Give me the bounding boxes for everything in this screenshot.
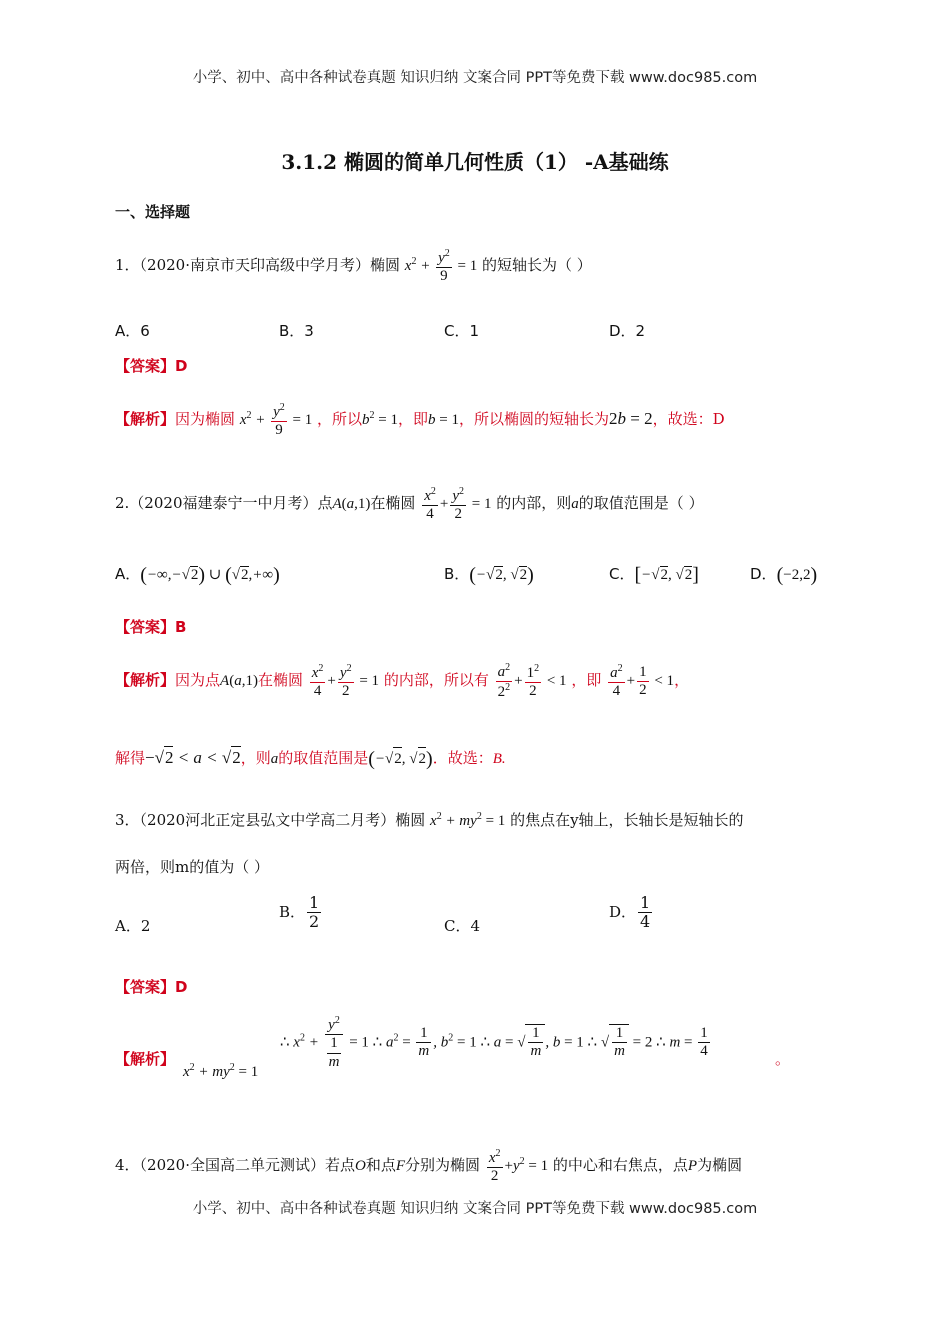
- q2-line2-text-4: ．故选：: [432, 749, 493, 767]
- formula-2b: 2b = 2: [609, 409, 653, 429]
- q1-analysis-text-3: ，即: [398, 410, 429, 429]
- formula-q3-derivation: ∴ $x^2$ + $\frac{y^2}{\frac{1}{m}}$ = 1 ∴ $a^2$ = $\frac{1}{m}$ , $b^2 = 1$ ∴ a = √ $\frac{1}{m}$ , b = 1 ∴ √ $\frac{1}{m}$ = 2 ∴ m = $\frac{1}{4}$: [280, 1015, 708, 1070]
- q4-mid: 和点: [365, 1156, 396, 1175]
- q1-analysis-text-4: ，所以椭圆的短轴长为: [459, 410, 610, 429]
- question-3-stem: [115, 806, 744, 832]
- formula-b: b = 1: [428, 412, 459, 429]
- q3-option-b-label: B．: [279, 902, 306, 921]
- q3-stem-line2: 两倍，则m的值为（ ）: [115, 858, 269, 876]
- q1-analysis: [115, 402, 725, 440]
- section-heading: 一、选择题: [115, 203, 191, 221]
- formula-q2-ellipse: $\frac{x^2}{4}$ + $\frac{y^2}{2}$ = 1: [311, 663, 380, 700]
- var-F: F: [395, 1158, 406, 1175]
- q2-option-b: B．(−√2, √2): [444, 564, 534, 586]
- var-P: P: [687, 1158, 698, 1175]
- q2-answer: 【答案】B: [115, 618, 187, 636]
- q1-analysis-text-1: 因为椭圆: [175, 410, 236, 429]
- formula-ellipse-q4: $\frac{x^2}{2}$ $+y^2 = 1$: [488, 1148, 549, 1185]
- q2-analysis: [115, 662, 689, 702]
- q2-analysis-line2: [115, 746, 506, 770]
- q2-line2-text-2: ，则: [240, 749, 271, 767]
- q3-option-a: A．2: [115, 917, 151, 935]
- q2-option-b-label: B．: [444, 565, 470, 583]
- q1-analysis-label: 【解析】: [115, 410, 176, 429]
- q4-prefix: 4．（2020·全国高二单元测试）若点: [115, 1156, 355, 1175]
- q1-analysis-text-5: ，故选：D: [652, 410, 725, 429]
- question-1-prefix: 1．（2020·南京市天印高级中学月考）椭圆: [115, 256, 400, 275]
- q3-suffix: 的焦点在y轴上，长轴长是短轴长的: [510, 811, 744, 829]
- q3-answer: 【答案】D: [115, 978, 188, 996]
- question-2-stem: [115, 486, 704, 524]
- page-title: 3.1.2 椭圆的简单几何性质（1） -A基础练: [281, 150, 669, 174]
- q3-option-b: B． $\frac{1}{2}$: [279, 893, 320, 932]
- q3-analysis-end: 。: [775, 1050, 791, 1068]
- q1-option-c: C．1: [444, 322, 480, 340]
- formula-b2: $b^2 = 1$: [362, 410, 399, 429]
- formula-point-a-2: A(a,1): [220, 673, 258, 690]
- q1-option-d: D．2: [609, 322, 646, 340]
- var-a-2: a: [270, 751, 279, 767]
- formula-ineq-1: $\frac{a^2}{2^2}$ + $\frac{1^2}{2}$ < 1: [497, 662, 567, 701]
- q1-option-b: B．3: [279, 322, 314, 340]
- var-a: a: [571, 496, 579, 513]
- q2-analysis-text-1: 因为点: [175, 671, 221, 690]
- q2-line2-answer: B.: [492, 751, 506, 767]
- formula-interval: (−√2, √2): [368, 748, 433, 770]
- q2-option-a-label: A．: [115, 565, 141, 583]
- q3-option-c: C．4: [444, 917, 481, 935]
- var-O: O: [355, 1158, 366, 1175]
- q2-option-d-label: D．: [750, 565, 777, 583]
- formula-point-a: A(a,1): [332, 496, 371, 513]
- formula-ineq-2: $\frac{a^2}{4}$ + $\frac{1}{2}$ < 1: [610, 663, 675, 700]
- q2-option-c: C．[−√2, √2]: [609, 564, 699, 586]
- page-footer: 小学、初中、高中各种试卷真题 知识归纳 文案合同 PPT等免费下载 www.doc985.com: [192, 1201, 758, 1217]
- q1-answer: 【答案】D: [115, 357, 188, 375]
- q2-line2-text-1: 解得: [115, 749, 146, 767]
- question-4-stem: [115, 1148, 742, 1186]
- q3-analysis-label: 【解析】: [115, 1050, 176, 1068]
- q3-option-d-label: D．: [609, 902, 637, 921]
- formula-range: −√2 < a < √2: [145, 748, 241, 767]
- q2-option-a: A．(−∞,−√2) ∪ (√2,+∞): [115, 564, 280, 586]
- q2-option-d: D．(−2,2): [750, 564, 818, 586]
- q2-analysis-text-5: ，: [674, 671, 690, 690]
- formula-ellipse-q1: $x^2$ + $\frac{y^2}{9}$ = 1: [404, 248, 478, 285]
- q2-option-c-label: C．: [609, 565, 635, 583]
- q3-option-d: D． $\frac{1}{4}$: [609, 893, 651, 932]
- q4-suffix: 的中心和右焦点，点: [552, 1156, 688, 1175]
- page-header: 小学、初中、高中各种试卷真题 知识归纳 文案合同 PPT等免费下载 www.doc985.com: [192, 70, 758, 86]
- q2-line2-text-3: 的取值范围是: [278, 749, 369, 767]
- q3-prefix: 3．（2020河北正定县弘文中学高二月考）椭圆: [115, 811, 426, 829]
- formula-ellipse-q2: $\frac{x^2}{4}$ + $\frac{y^2}{2}$ = 1: [424, 486, 492, 523]
- q2-analysis-label: 【解析】: [115, 671, 176, 690]
- q4-mid2: 分别为椭圆: [405, 1156, 481, 1175]
- q2-mid2: 的内部，则: [496, 494, 572, 513]
- q2-analysis-text-3: 的内部，所以有: [383, 671, 489, 690]
- formula-q1-ellipse: $x^2$ + $\frac{y^2}{9}$ = 1: [239, 402, 313, 439]
- question-1-stem: [115, 248, 592, 286]
- q2-prefix: 2.（2020福建泰宁一中月考）点: [115, 494, 333, 513]
- q2-analysis-text-4: ，即: [571, 671, 602, 690]
- question-1-suffix: 的短轴长为（ ）: [482, 256, 592, 275]
- formula-ellipse-q3: $x^2 + my^2 = 1$: [430, 811, 506, 829]
- q1-option-a: A．6: [115, 322, 150, 340]
- q2-mid: 在椭圆: [370, 494, 416, 513]
- q4-end: 为椭圆: [697, 1156, 743, 1175]
- formula-q3-given: $x^2 + my^2 = 1$: [183, 1062, 259, 1080]
- q2-suffix: 的取值范围是（ ）: [578, 494, 704, 513]
- q1-analysis-text-2: ，所以: [317, 410, 363, 429]
- q2-analysis-text-2: 在椭圆: [257, 671, 303, 690]
